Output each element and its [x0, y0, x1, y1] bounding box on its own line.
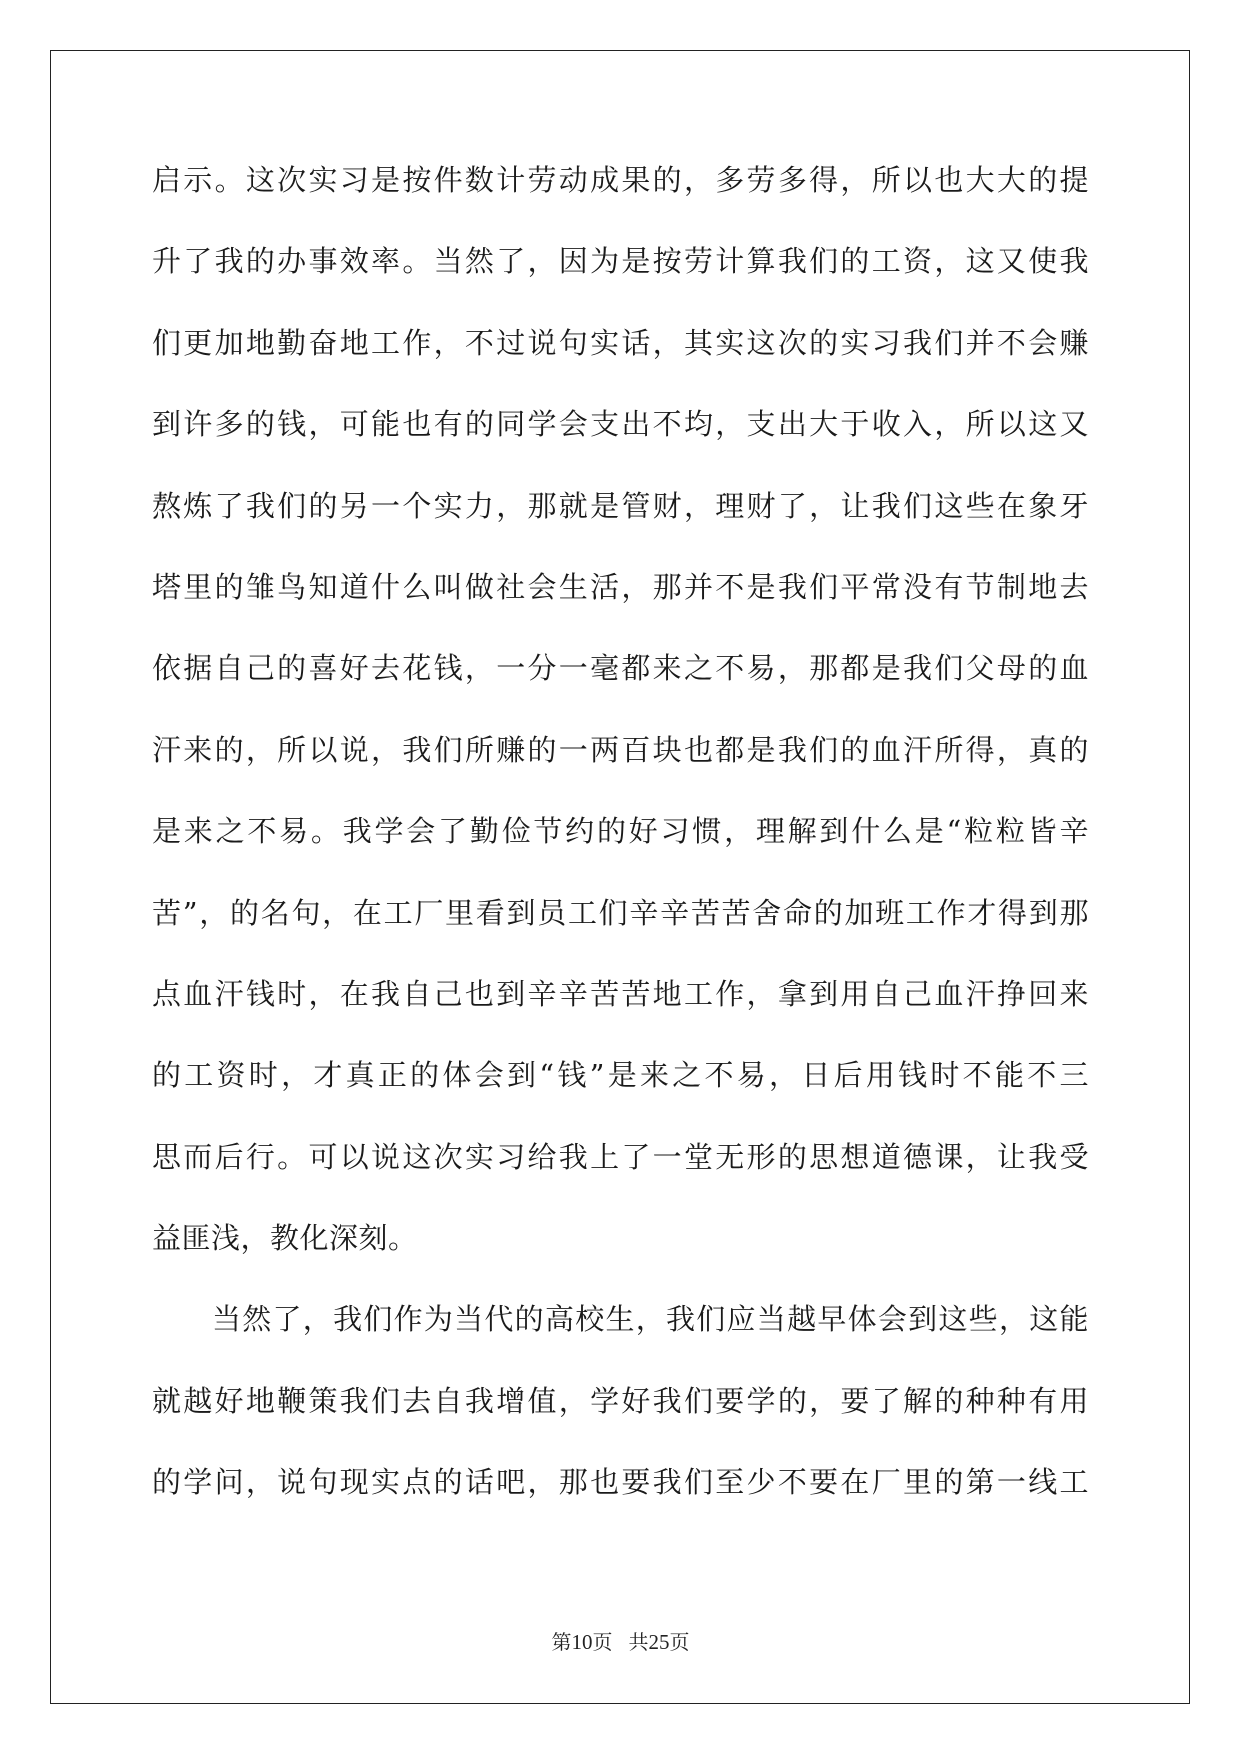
text-line: 的工资时，才真正的体会到“钱”是来之不易，日后用钱时不能不三 [152, 1058, 1089, 1093]
text-line: 益匪浅，教化深刻。 [152, 1221, 418, 1256]
text-line: 苦”，的名句，在工厂里看到员工们辛辛苦苦舍命的加班工作才得到那 [152, 895, 1089, 930]
text-line: 就越好地鞭策我们去自我增值，学好我们要学的，要了解的种种有用 [152, 1383, 1089, 1418]
page-footer [0, 1626, 1241, 1655]
text-line: 依据自己的喜好去花钱，一分一毫都来之不易，那都是我们父母的血 [152, 651, 1089, 686]
total-pages: 25 [648, 1630, 670, 1654]
footer-prefix: 第 [551, 1630, 572, 1654]
text-line: 升了我的办事效率。当然了，因为是按劳计算我们的工资，这又使我 [152, 244, 1089, 279]
text-line: 熬炼了我们的另一个实力，那就是管财，理财了，让我们这些在象牙 [152, 488, 1089, 523]
text-line: 是来之不易。我学会了勤俭节约的好习惯，理解到什么是“粒粒皆辛 [152, 814, 1089, 849]
text-line: 点血汗钱时，在我自己也到辛辛苦苦地工作，拿到用自己血汗挣回来 [152, 976, 1089, 1011]
footer-total-suffix: 页 [669, 1630, 690, 1654]
text-line: 的学问，说句现实点的话吧，那也要我们至少不要在厂里的第一线工 [152, 1465, 1089, 1500]
text-line: 思而后行。可以说这次实习给我上了一堂无形的思想道德课，让我受 [152, 1139, 1089, 1174]
text-line: 塔里的雏鸟知道什么叫做社会生活，那并不是我们平常没有节制地去 [152, 569, 1089, 604]
text-line: 到许多的钱，可能也有的同学会支出不均，支出大于收入，所以这又 [152, 407, 1089, 442]
text-line: 汗来的，所以说，我们所赚的一两百块也都是我们的血汗所得，真的 [152, 732, 1089, 767]
page-number: 10 [571, 1630, 593, 1654]
text-line: 们更加地勤奋地工作，不过说句实话，其实这次的实习我们并不会赚 [152, 325, 1089, 360]
text-line: 当然了，我们作为当代的高校生，我们应当越早体会到这些，这能 [212, 1302, 1089, 1337]
footer-total-prefix: 共 [628, 1630, 649, 1654]
document-body [152, 158, 1089, 1542]
footer-page-suffix: 页 [592, 1630, 613, 1654]
text-line: 启示。这次实习是按件数计劳动成果的，多劳多得，所以也大大的提 [152, 163, 1089, 197]
